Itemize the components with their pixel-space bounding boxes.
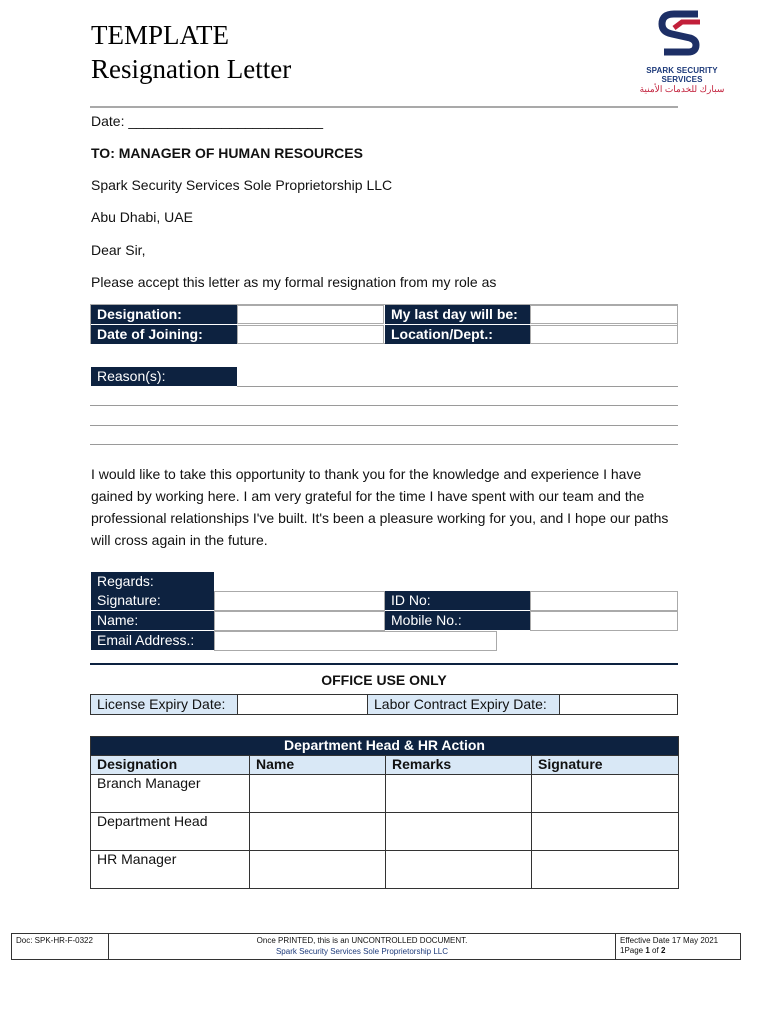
table-row: [91, 851, 679, 889]
location-dept-label: Location/Dept.:: [385, 325, 530, 344]
intro-line: Please accept this letter as my formal resignation from my role as: [91, 274, 497, 290]
signature-field[interactable]: [214, 591, 385, 611]
column-signature: Signature: [532, 756, 679, 775]
reasons-line-4[interactable]: [90, 444, 678, 445]
document-title: Resignation Letter: [91, 54, 292, 84]
spark-logo-icon: [652, 8, 712, 60]
office-use-title: OFFICE USE ONLY: [321, 672, 447, 688]
signature-label: Signature:: [91, 591, 214, 610]
email-field[interactable]: [214, 631, 497, 651]
row-signature-cell[interactable]: [532, 775, 679, 813]
header-divider: [90, 106, 678, 108]
company-logo: [627, 8, 737, 94]
office-divider: [90, 663, 678, 665]
footer-company: Spark Security Services Sole Proprietorship LLC: [275, 947, 449, 956]
id-no-field[interactable]: [530, 591, 678, 611]
designation-field[interactable]: [237, 305, 384, 324]
row-remarks-cell[interactable]: [386, 851, 532, 889]
logo-name: SPARK SECURITY SERVICES: [646, 66, 718, 84]
name-field[interactable]: [214, 611, 385, 631]
row-designation: HR Manager: [91, 851, 250, 889]
location-dept-field[interactable]: [530, 325, 678, 344]
footer-page-number: [620, 946, 736, 955]
last-day-field[interactable]: [530, 305, 678, 324]
license-expiry-field[interactable]: [237, 694, 368, 715]
row-name-cell[interactable]: [250, 851, 386, 889]
last-day-label: My last day will be:: [385, 305, 530, 324]
document-footer: [11, 933, 741, 960]
date-line: Date: _________________________: [91, 113, 324, 129]
reasons-line-1[interactable]: [237, 386, 678, 387]
row-remarks-cell[interactable]: [386, 775, 532, 813]
recipient-line: TO: MANAGER OF HUMAN RESOURCES: [91, 145, 363, 161]
footer-doc-number: Doc: SPK-HR-F-0322: [12, 934, 109, 960]
labor-contract-expiry-field[interactable]: [559, 694, 678, 715]
labor-contract-expiry-label: Labor Contract Expiry Date:: [368, 695, 559, 714]
page-total: 2: [660, 946, 666, 955]
department-action-table: [90, 736, 679, 889]
license-expiry-label: License Expiry Date:: [91, 695, 237, 714]
location-line: Abu Dhabi, UAE: [91, 209, 193, 225]
row-remarks-cell[interactable]: [386, 813, 532, 851]
footer-right: [616, 934, 741, 960]
row-name-cell[interactable]: [250, 775, 386, 813]
salutation: Dear Sir,: [91, 242, 146, 258]
reasons-line-3[interactable]: [90, 425, 678, 426]
reasons-line-2[interactable]: [90, 405, 678, 406]
date-of-joining-field[interactable]: [237, 325, 384, 344]
reasons-label: Reason(s):: [91, 367, 237, 386]
designation-label: Designation:: [91, 305, 237, 324]
column-name: Name: [250, 756, 386, 775]
footer-center: [109, 934, 616, 960]
row-signature-cell[interactable]: [532, 813, 679, 851]
mobile-no-field[interactable]: [530, 611, 678, 631]
thanks-paragraph: I would like to take this opportunity to thank you for the knowledge and experience I have gained by working here. I am very grateful for the time I have spent with our team and the professional relationships I've built. It's been a pleasure working for you, and I hope our paths will cross again in the future.: [91, 466, 669, 548]
page-of: of: [649, 946, 661, 955]
row-designation: Branch Manager: [91, 775, 250, 813]
footer-uncontrolled-note: Once PRINTED, this is an UNCONTROLLED DOCUMENT.: [256, 936, 468, 945]
table-row: [91, 813, 679, 851]
column-remarks: Remarks: [386, 756, 532, 775]
id-no-label: ID No:: [385, 591, 530, 610]
row-name-cell[interactable]: [250, 813, 386, 851]
page-current: 1: [645, 946, 650, 955]
department-table-title: Department Head & HR Action: [91, 737, 679, 756]
template-title: TEMPLATE: [91, 20, 229, 50]
table-row: [91, 775, 679, 813]
mobile-no-label: Mobile No.:: [385, 611, 530, 630]
page-prefix: 1Page: [620, 946, 646, 955]
email-label: Email Address.:: [91, 631, 214, 650]
name-label: Name:: [91, 611, 214, 630]
logo-arabic: سبارك للخدمات الأمنية: [639, 84, 725, 94]
regards-label: Regards:: [91, 572, 214, 591]
company-line: Spark Security Services Sole Proprietorship LLC: [91, 177, 393, 193]
row-signature-cell[interactable]: [532, 851, 679, 889]
date-of-joining-label: Date of Joining:: [91, 325, 237, 344]
column-designation: Designation: [91, 756, 250, 775]
row-designation: Department Head: [91, 813, 250, 851]
footer-effective-date: Effective Date 17 May 2021: [620, 936, 719, 945]
